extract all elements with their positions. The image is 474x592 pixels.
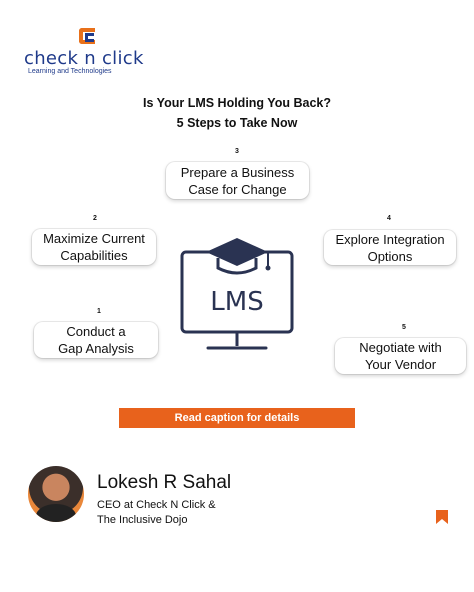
page-title-line1: Is Your LMS Holding You Back? [143, 96, 331, 110]
bookmark-icon[interactable] [436, 510, 448, 524]
step-4-card [324, 230, 456, 265]
step-2-label: Maximize Current Capabilities [43, 231, 145, 263]
author-name: Lokesh R Sahal [97, 472, 232, 493]
step-5-number: 5 [402, 324, 406, 331]
lms-label: LMS [210, 287, 264, 317]
step-1-number: 1 [97, 308, 101, 315]
lms-monitor-icon [178, 232, 296, 356]
step-4-number: 4 [387, 215, 391, 222]
brand-tagline: Learning and Technologies [28, 68, 112, 75]
step-5-card [335, 338, 466, 374]
author-role: CEO at Check N Click & The Inclusive Dojo [97, 499, 216, 526]
read-caption-banner[interactable]: Read caption for details [119, 408, 355, 428]
brand-logo [22, 28, 147, 76]
step-1-label: Conduct a Gap Analysis [58, 324, 134, 356]
step-5-label: Negotiate with Your Vendor [359, 340, 442, 372]
step-3-card [166, 162, 309, 199]
step-2-card [32, 229, 156, 265]
step-1-card [34, 322, 158, 358]
avatar-shirt [36, 504, 76, 522]
page-title-line2: 5 Steps to Take Now [176, 116, 298, 130]
author-avatar [28, 466, 84, 522]
step-3-label: Prepare a Business Case for Change [180, 164, 295, 197]
step-4-label: Explore Integration Options [335, 231, 445, 264]
brand-name: check n click [24, 48, 144, 69]
logo-mark-inner [85, 33, 94, 42]
step-3-number: 3 [235, 148, 239, 155]
step-2-number: 2 [93, 215, 97, 222]
